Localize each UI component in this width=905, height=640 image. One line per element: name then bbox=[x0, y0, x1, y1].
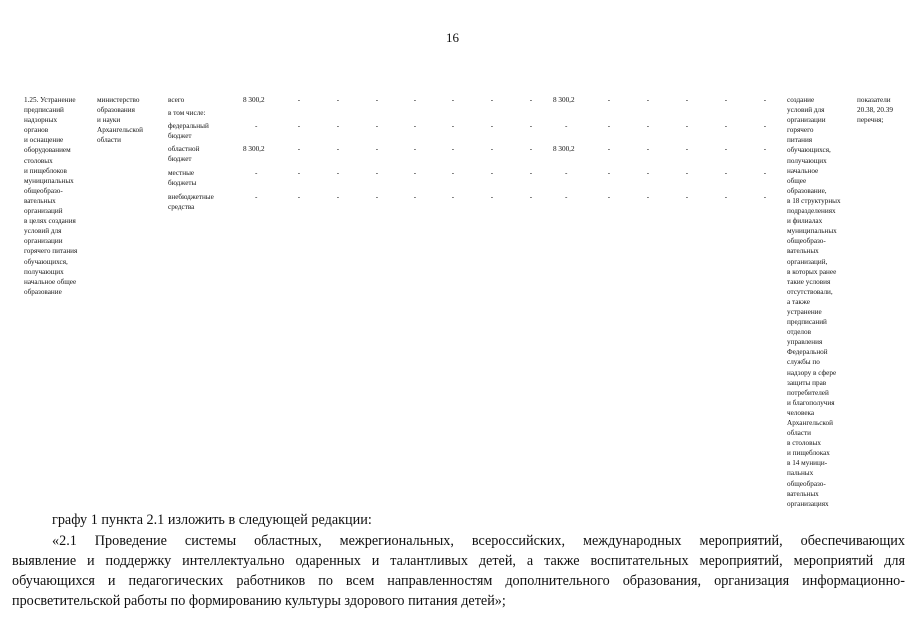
empty-cell-dash: - bbox=[490, 122, 494, 130]
paragraph-line: обучающихся и педагогических работников по всем направленностям дополнительного образования, организация информационно- bbox=[12, 573, 905, 589]
expected-result: создание условий для организации горячего питания обучающихся, получающих начальное общее образование, в 18 структурных подразделениях и филиалах муниципальных общеобразо- вательных организаций, в которых ранее такие условия отсутствовали, а также устранение предписаний отделов управления Федеральной службы по надзору в сфере защиты прав потребителей и благополучия человека Архангельской области в столовых и пищеблоках в 14 муници- пальных общеобразо- вательных организациях bbox=[787, 96, 841, 508]
empty-cell-dash: - bbox=[529, 96, 533, 104]
total-value: 8 300,2 bbox=[243, 96, 265, 104]
empty-cell-dash: - bbox=[763, 193, 767, 201]
source-regional: областной бюджет bbox=[168, 145, 200, 164]
source-total: всего bbox=[168, 96, 185, 104]
empty-cell-dash: - bbox=[297, 193, 301, 201]
empty-cell-dash: - bbox=[685, 96, 689, 104]
empty-cell-dash: - bbox=[451, 145, 455, 153]
year-value: - bbox=[565, 169, 568, 177]
empty-cell-dash: - bbox=[763, 169, 767, 177]
empty-cell-dash: - bbox=[297, 169, 301, 177]
paragraph-line: просветительской работы по формированию культуры здорового питания детей»; bbox=[12, 593, 506, 609]
empty-cell-dash: - bbox=[607, 145, 611, 153]
executor: министерство образования и науки Архангельской области bbox=[97, 96, 143, 145]
empty-cell-dash: - bbox=[607, 96, 611, 104]
source-incl: в том числе: bbox=[168, 109, 206, 117]
total-value: - bbox=[255, 169, 258, 177]
empty-cell-dash: - bbox=[607, 193, 611, 201]
empty-cell-dash: - bbox=[375, 169, 379, 177]
item-description: 1.25. Устранение предписаний надзорных органов и оснащение оборудованием столовых и пищеблоков муниципальных общеобразо- вательных организаций в целях создания условий для организации горячего питания обучающихся, получающих начальное общее образование bbox=[24, 96, 78, 296]
empty-cell-dash: - bbox=[646, 193, 650, 201]
empty-cell-dash: - bbox=[724, 169, 728, 177]
empty-cell-dash: - bbox=[685, 122, 689, 130]
source-federal: федеральный бюджет bbox=[168, 122, 209, 141]
year-value: 8 300,2 bbox=[553, 145, 575, 153]
empty-cell-dash: - bbox=[336, 122, 340, 130]
empty-cell-dash: - bbox=[375, 193, 379, 201]
empty-cell-dash: - bbox=[529, 193, 533, 201]
source-extra: внебюджетные средства bbox=[168, 193, 214, 212]
empty-cell-dash: - bbox=[451, 122, 455, 130]
empty-cell-dash: - bbox=[336, 96, 340, 104]
empty-cell-dash: - bbox=[336, 145, 340, 153]
empty-cell-dash: - bbox=[413, 145, 417, 153]
empty-cell-dash: - bbox=[413, 96, 417, 104]
paragraph-line: «2.1 Проведение системы областных, межрегиональных, всероссийских, международных мероприятий, обеспечивающих bbox=[52, 533, 905, 549]
empty-cell-dash: - bbox=[451, 169, 455, 177]
empty-cell-dash: - bbox=[297, 122, 301, 130]
empty-cell-dash: - bbox=[646, 169, 650, 177]
empty-cell-dash: - bbox=[607, 169, 611, 177]
empty-cell-dash: - bbox=[607, 122, 611, 130]
empty-cell-dash: - bbox=[413, 122, 417, 130]
empty-cell-dash: - bbox=[763, 122, 767, 130]
empty-cell-dash: - bbox=[413, 193, 417, 201]
empty-cell-dash: - bbox=[336, 193, 340, 201]
empty-cell-dash: - bbox=[490, 145, 494, 153]
year-value: - bbox=[565, 122, 568, 130]
empty-cell-dash: - bbox=[490, 169, 494, 177]
empty-cell-dash: - bbox=[413, 169, 417, 177]
empty-cell-dash: - bbox=[529, 145, 533, 153]
page-number: 16 bbox=[446, 30, 459, 45]
total-value: - bbox=[255, 122, 258, 130]
empty-cell-dash: - bbox=[297, 96, 301, 104]
total-value: - bbox=[255, 193, 258, 201]
empty-cell-dash: - bbox=[490, 96, 494, 104]
empty-cell-dash: - bbox=[685, 145, 689, 153]
empty-cell-dash: - bbox=[685, 169, 689, 177]
empty-cell-dash: - bbox=[724, 193, 728, 201]
empty-cell-dash: - bbox=[724, 96, 728, 104]
empty-cell-dash: - bbox=[336, 169, 340, 177]
empty-cell-dash: - bbox=[451, 193, 455, 201]
empty-cell-dash: - bbox=[375, 122, 379, 130]
empty-cell-dash: - bbox=[297, 145, 301, 153]
total-value: 8 300,2 bbox=[243, 145, 265, 153]
indicators: показатели 20.38, 20.39 перечня; bbox=[857, 96, 893, 125]
empty-cell-dash: - bbox=[490, 193, 494, 201]
empty-cell-dash: - bbox=[685, 193, 689, 201]
paragraph-intro: графу 1 пункта 2.1 изложить в следующей редакции: bbox=[52, 512, 372, 528]
empty-cell-dash: - bbox=[646, 122, 650, 130]
year-value: 8 300,2 bbox=[553, 96, 575, 104]
paragraph-line: выявление и поддержку интеллектуально одаренных и талантливых детей, а также воспитательных мероприятий, мероприятий для bbox=[12, 553, 905, 569]
empty-cell-dash: - bbox=[529, 169, 533, 177]
empty-cell-dash: - bbox=[529, 122, 533, 130]
empty-cell-dash: - bbox=[763, 145, 767, 153]
empty-cell-dash: - bbox=[646, 145, 650, 153]
source-local: местные бюджеты bbox=[168, 169, 197, 188]
empty-cell-dash: - bbox=[375, 96, 379, 104]
empty-cell-dash: - bbox=[451, 96, 455, 104]
empty-cell-dash: - bbox=[646, 96, 650, 104]
empty-cell-dash: - bbox=[375, 145, 379, 153]
empty-cell-dash: - bbox=[724, 122, 728, 130]
empty-cell-dash: - bbox=[724, 145, 728, 153]
year-value: - bbox=[565, 193, 568, 201]
empty-cell-dash: - bbox=[763, 96, 767, 104]
